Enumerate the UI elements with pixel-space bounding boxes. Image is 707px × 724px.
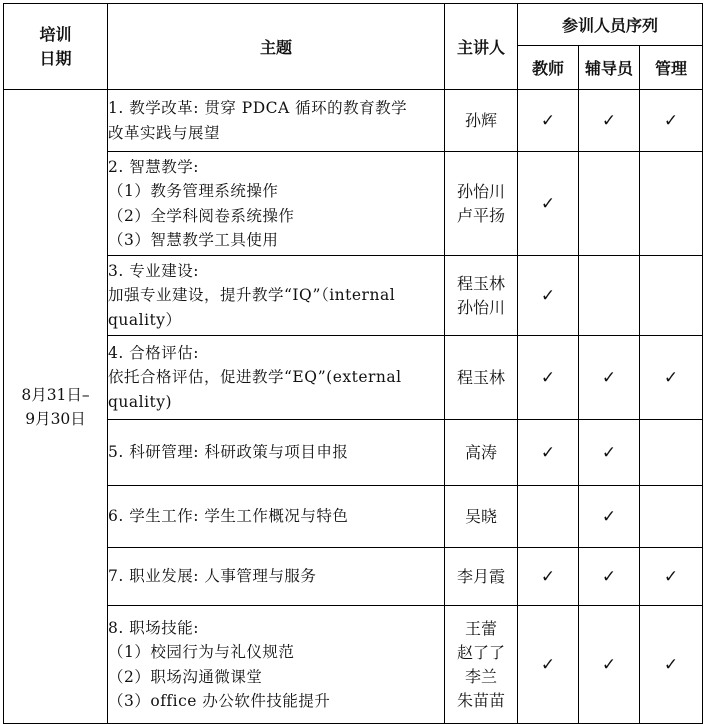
topic-cell: [108, 606, 445, 724]
table-row: [4, 420, 703, 486]
header-speaker: 主讲人: [445, 4, 518, 90]
check-mark-icon: ✓: [663, 110, 679, 131]
header-date-line: 日期: [39, 48, 72, 68]
speaker-name: 李月霞: [456, 566, 505, 586]
training-schedule-table: [3, 3, 703, 724]
header-participant-group: 参训人员序列: [518, 4, 703, 46]
check-cell-management: [640, 606, 703, 724]
topic-cell: [108, 152, 445, 256]
check-cell-counselor: [579, 606, 640, 724]
check-cell-counselor: [579, 548, 640, 606]
check-cell-management: [640, 486, 703, 548]
table-row: [4, 548, 703, 606]
header-role-management: 管理: [640, 46, 703, 90]
speaker-cell: [445, 152, 518, 256]
speaker-cell: [445, 486, 518, 548]
check-cell-teacher: [518, 152, 579, 256]
check-mark-icon: ✓: [540, 367, 556, 388]
speaker-cell: [445, 420, 518, 486]
topic-line: 4. 合格评估:: [108, 343, 199, 362]
check-cell-management: [640, 90, 703, 152]
check-cell-counselor: [579, 336, 640, 420]
header-date: [4, 4, 108, 90]
check-cell-management: [640, 256, 703, 336]
training-date-cell: [4, 90, 108, 724]
check-cell-teacher: [518, 606, 579, 724]
check-mark-icon: ✓: [601, 367, 617, 388]
topic-line: 依托合格评估，促进教学“EQ”(external: [108, 368, 402, 387]
topic-line: 3. 专业建设:: [108, 261, 199, 280]
speaker-cell: [445, 606, 518, 724]
check-cell-counselor: [579, 486, 640, 548]
speaker-cell: [445, 256, 518, 336]
speaker-name: 卢平扬: [456, 205, 505, 225]
check-mark-icon: ✓: [540, 442, 556, 463]
check-mark-icon: ✓: [601, 654, 617, 675]
check-cell-counselor: [579, 256, 640, 336]
check-mark-icon: ✓: [601, 506, 617, 527]
check-cell-management: [640, 152, 703, 256]
topic-line: （1）校园行为与礼仪规范: [108, 643, 295, 661]
topic-cell: [108, 548, 445, 606]
training-date-line: 9月30日: [25, 409, 86, 428]
check-cell-teacher: [518, 548, 579, 606]
check-cell-management: [640, 336, 703, 420]
header-date-line: 培训: [39, 24, 72, 44]
speaker-name: 吴晓: [464, 506, 497, 526]
speaker-name: 高涛: [464, 442, 497, 462]
topic-line: （3）office 办公软件技能提升: [108, 692, 331, 710]
speaker-name: 孙辉: [464, 110, 497, 130]
speaker-name: 程玉林: [456, 367, 505, 387]
check-cell-counselor: [579, 420, 640, 486]
check-cell-management: [640, 420, 703, 486]
table-row: [4, 486, 703, 548]
speaker-cell: [445, 90, 518, 152]
topic-line: 6. 学生工作: 学生工作概况与特色: [108, 507, 349, 526]
check-cell-teacher: [518, 336, 579, 420]
schedule-body: [4, 90, 703, 724]
check-cell-counselor: [579, 152, 640, 256]
check-cell-teacher: [518, 420, 579, 486]
check-mark-icon: ✓: [540, 566, 556, 587]
speaker-name: 孙怡川: [456, 181, 505, 201]
table-row: [4, 152, 703, 256]
check-mark-icon: ✓: [601, 110, 617, 131]
header-role-teacher: 教师: [518, 46, 579, 90]
check-mark-icon: ✓: [601, 442, 617, 463]
check-cell-teacher: [518, 486, 579, 548]
check-cell-management: [640, 548, 703, 606]
check-mark-icon: ✓: [663, 654, 679, 675]
topic-line: 7. 职业发展: 人事管理与服务: [108, 567, 317, 586]
header-topic: 主题: [108, 4, 445, 90]
speaker-name: 程玉林: [456, 273, 505, 293]
topic-line: quality): [108, 392, 173, 411]
check-mark-icon: ✓: [601, 566, 617, 587]
topic-cell: [108, 486, 445, 548]
topic-cell: [108, 420, 445, 486]
speaker-cell: [445, 336, 518, 420]
check-mark-icon: ✓: [663, 566, 679, 587]
topic-line: 8. 职场技能:: [108, 618, 199, 637]
speaker-name: 孙怡川: [456, 297, 505, 317]
speaker-cell: [445, 548, 518, 606]
topic-line: 加强专业建设，提升教学“IQ”（internal: [108, 286, 396, 305]
topic-line: 1. 教学改革: 贯穿 PDCA 循环的教育教学: [108, 99, 408, 117]
table-row: [4, 256, 703, 336]
check-mark-icon: ✓: [540, 285, 556, 306]
check-cell-teacher: [518, 90, 579, 152]
topic-line: quality）: [108, 310, 182, 329]
topic-cell: [108, 90, 445, 152]
table-row: [4, 90, 703, 152]
topic-line: （2）职场沟通微课堂: [108, 667, 263, 686]
check-cell-counselor: [579, 90, 640, 152]
header-role-counselor: 辅导员: [579, 46, 640, 90]
speaker-name: 朱苗苗: [456, 690, 505, 710]
check-cell-teacher: [518, 256, 579, 336]
speaker-name: 赵了了: [456, 642, 505, 662]
topic-line: （3）智慧教学工具使用: [108, 231, 279, 249]
table-row: [4, 336, 703, 420]
topic-line: 5. 科研管理: 科研政策与项目申报: [108, 443, 349, 462]
speaker-name: 李兰: [464, 666, 497, 686]
table-row: [4, 606, 703, 724]
topic-cell: [108, 256, 445, 336]
check-mark-icon: ✓: [540, 110, 556, 131]
speaker-name: 王蕾: [464, 618, 497, 638]
topic-line: 改革实践与展望: [108, 123, 221, 142]
topic-line: （1）教务管理系统操作: [108, 182, 279, 200]
topic-line: （2）全学科阅卷系统操作: [108, 206, 295, 225]
check-mark-icon: ✓: [663, 367, 679, 388]
training-date-line: 8月31日–: [21, 385, 90, 404]
check-mark-icon: ✓: [540, 193, 556, 214]
check-mark-icon: ✓: [540, 654, 556, 675]
topic-line: 2. 智慧教学:: [108, 157, 199, 176]
topic-cell: [108, 336, 445, 420]
